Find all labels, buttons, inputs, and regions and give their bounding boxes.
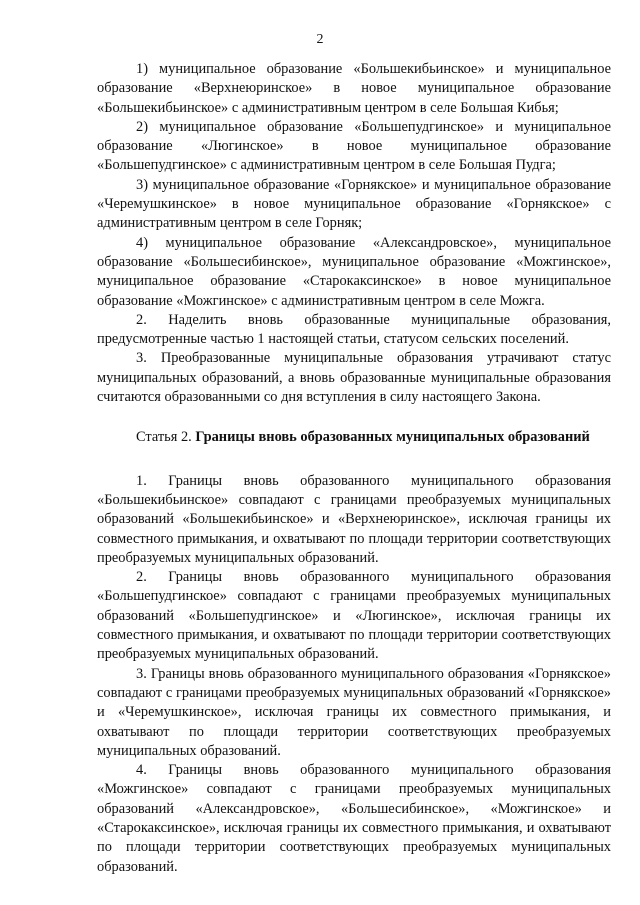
paragraph-status-loss: 3. Преобразованные муниципальные образования утрачивают статус муниципальных образований, а вновь образованные муниципальные образования считаются образованными со дня вступления в силу настоящего Закона.	[97, 350, 611, 406]
page-number: 2	[316, 32, 324, 47]
paragraph-borders-mozhginskoe: 4. Границы вновь образованного муниципального образования «Можгинское» совпадают с границами преобразуемых муниципальных образований «Александровское», «Большесибинское», «Можгинское» и «Старокаксинское», исключая границы их совместного примыкания, и охватывают по площади территории соответствующих преобразуемых муниципальных образований.	[97, 762, 611, 875]
paragraph-merge-bolshekibinskoe: 1) муниципальное образование «Большекибьинское» и муниципальное образование «Верхнеюринское» в новое муниципальное образование «Большекибьинское» с административным центром в селе Большая Кибья;	[97, 61, 611, 116]
paragraph-borders-gornyakskoe: 3. Границы вновь образованного муниципального образования «Горнякское» совпадают с границами преобразуемых муниципальных образований «Горнякское» и «Черемушкинское», исключая границы их совместного примыкания, и охватывают по площади территории соответствующих преобразуемых муниципальных образований.	[97, 665, 611, 759]
article-title: Границы вновь образованных муниципальных образований	[195, 429, 590, 446]
paragraph-borders-bolshekibinskoe: 1. Границы вновь образованного муниципального образования «Большекибьинское» совпадают с границами преобразуемых муниципальных образований «Большекибьинское» и «Верхнеюринское», исключая границы их совместного примыкания, и охватывают по площади территории соответствующих преобразуемых муниципальных образований.	[97, 472, 611, 566]
article-prefix: Статья 2.	[136, 429, 192, 446]
document-body	[97, 60, 611, 877]
paragraph-merge-mozhginskoe: 4) муниципальное образование «Александровское», муниципальное образование «Большесибинское», муниципальное образование «Можгинское», муниципальное образование «Старокаксинское» в новое муниципальное образование «Можгинское» с административным центром в селе Можга.	[97, 234, 611, 309]
paragraph-merge-gornyakskoe: 3) муниципальное образование «Горнякское» и муниципальное образование «Черемушкинское» в новое муниципальное образование «Горнякское» с административным центром в селе Горняк;	[97, 176, 611, 232]
paragraph-rural-status: 2. Наделить вновь образованные муниципальные образования, предусмотренные частью 1 настоящей статьи, статусом сельских поселений.	[97, 311, 611, 348]
paragraph-borders-bolshepudginskoe: 2. Границы вновь образованного муниципального образования «Большепудгинское» совпадают с границами преобразуемых муниципальных образований «Большепудгинское» и «Люгинское», исключая границы их совместного примыкания, и охватывают по площади территории соответствующих преобразуемых муниципальных образований.	[97, 569, 611, 663]
article-heading	[97, 428, 611, 447]
paragraph-merge-bolshepudginskoe: 2) муниципальное образование «Большепудгинское» и муниципальное образование «Люгинское» в новое муниципальное образование «Большепудгинское» с административным центром в селе Большая Пудга;	[97, 118, 611, 174]
